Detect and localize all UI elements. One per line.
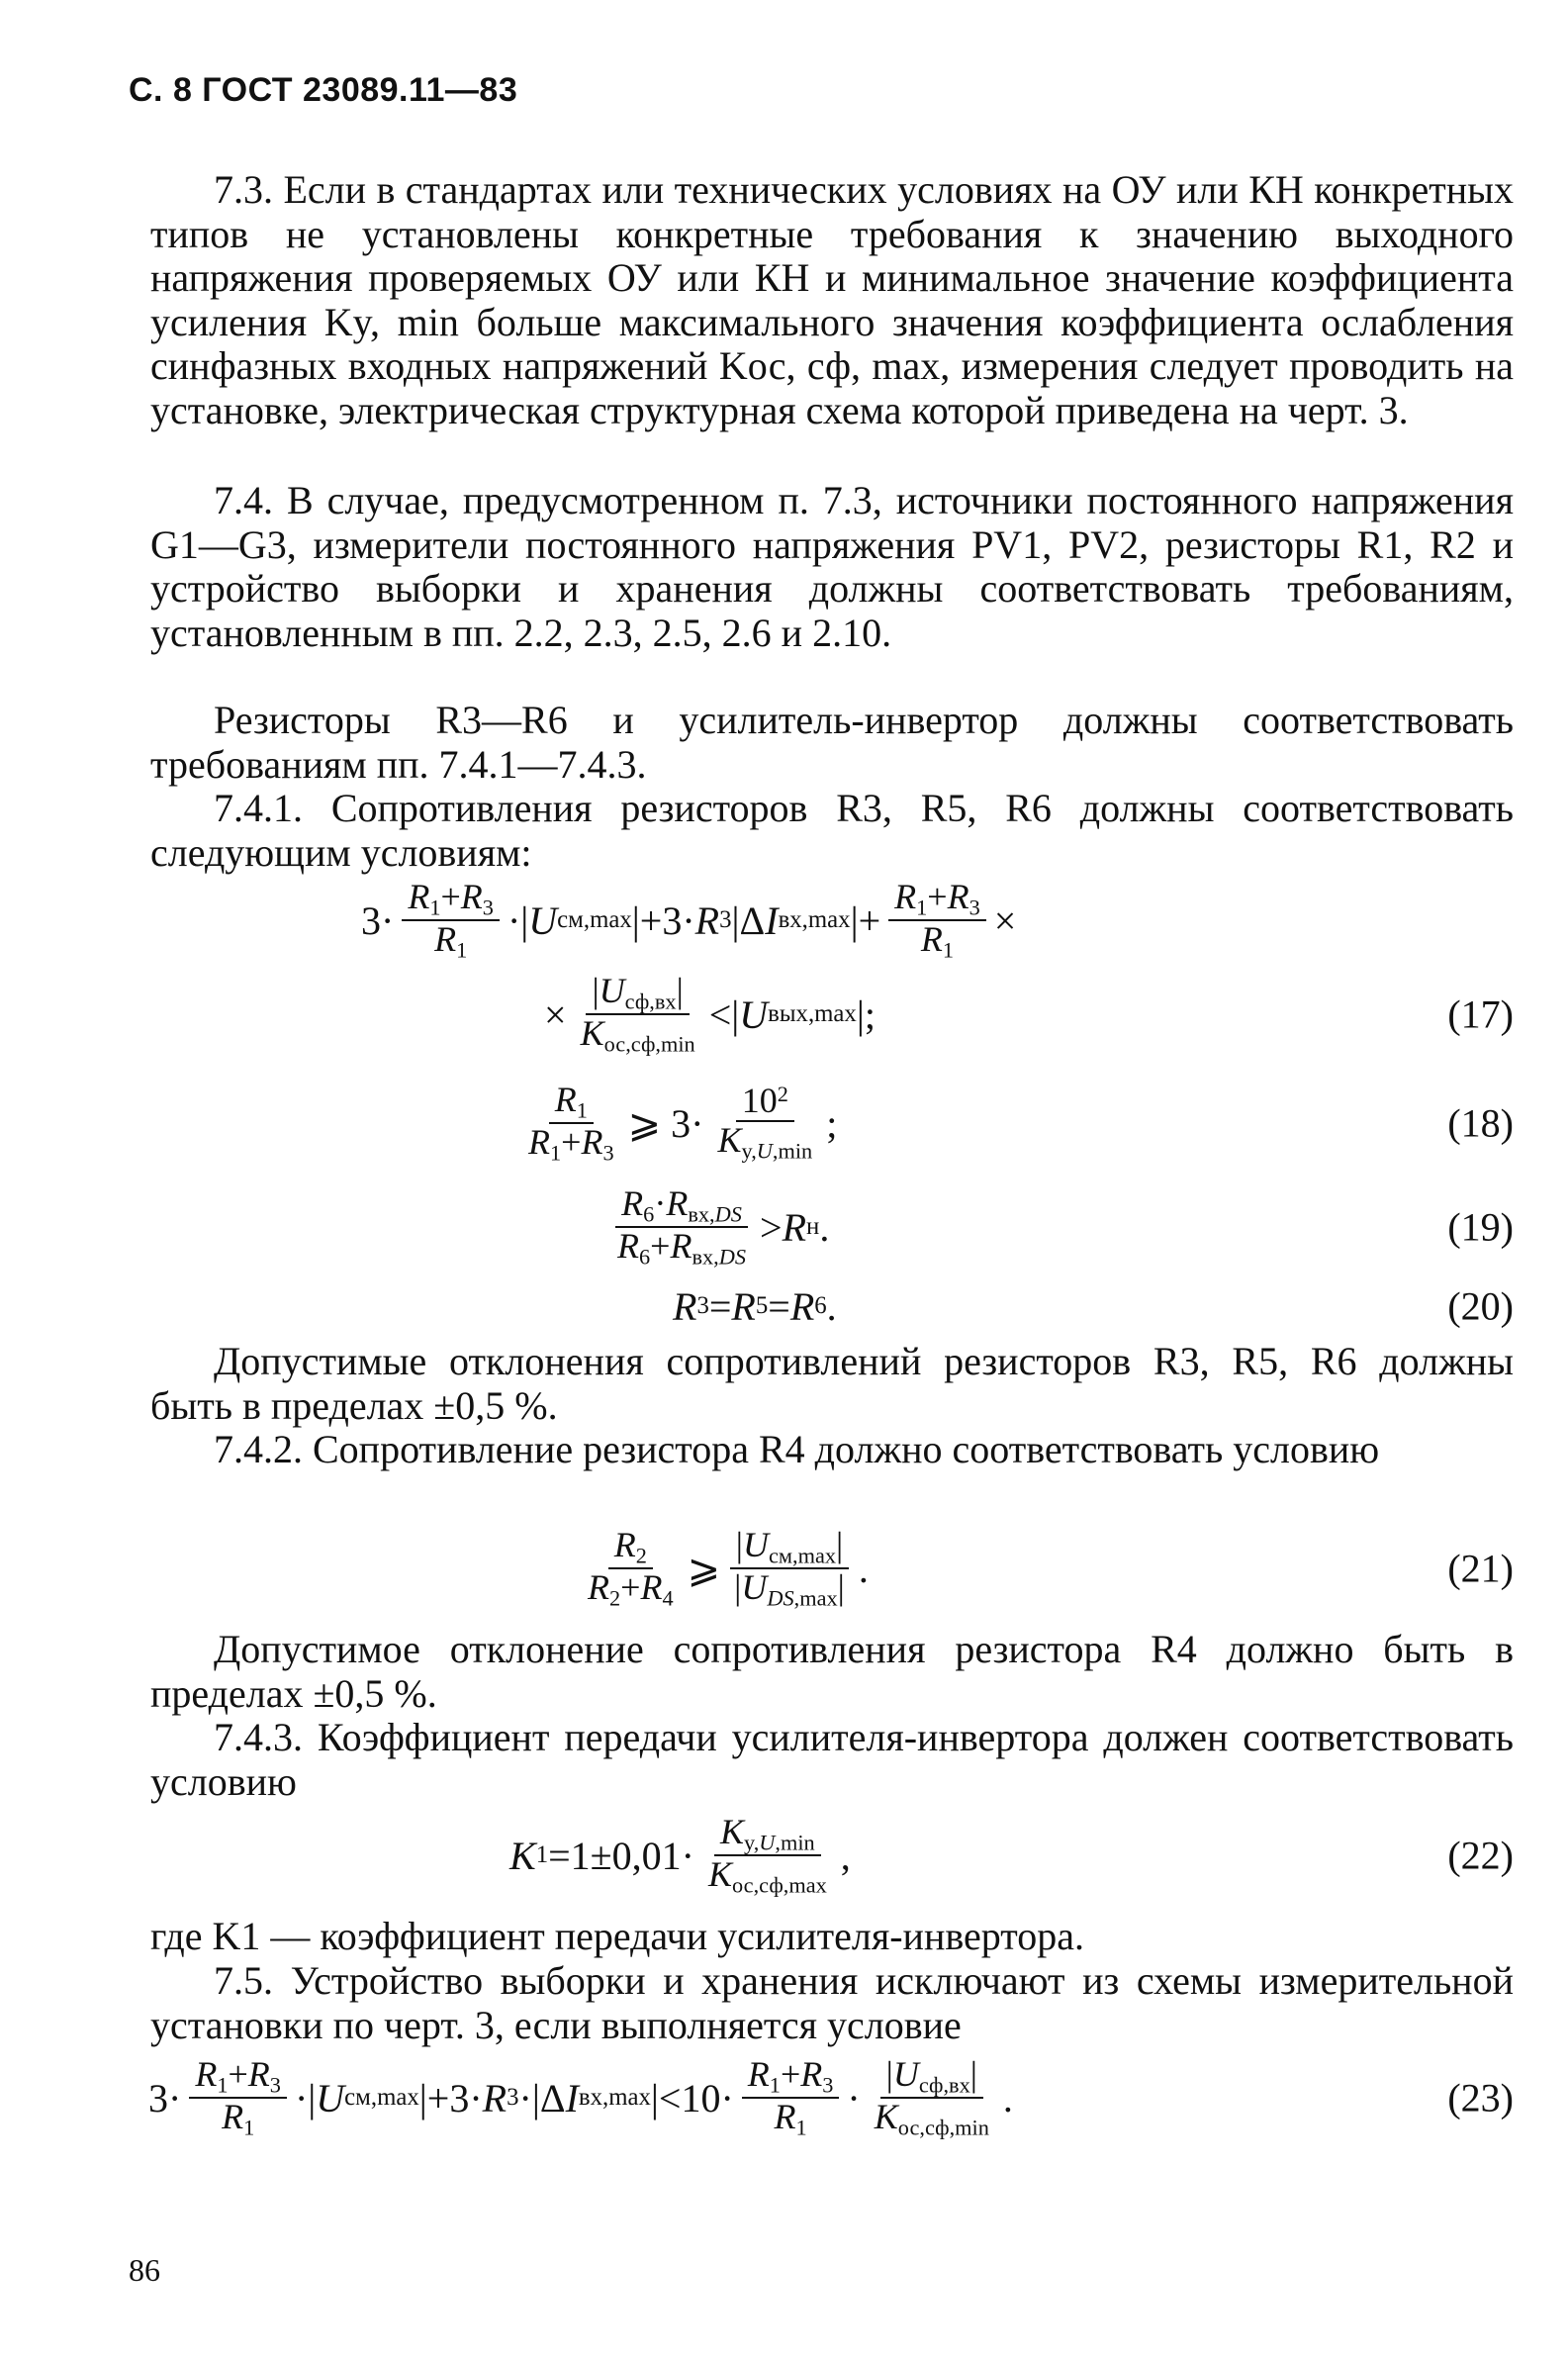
paragraph-7-4-1: 7.4.1. Сопротивления резисторов R3, R5, R6 должны соответствовать следующим условиям: <box>150 786 1514 875</box>
eq-number-17: (17) <box>1447 991 1514 1037</box>
definition-k1: где K1 — коэффициент передачи усилителя-инвертора. <box>150 1914 1084 1958</box>
formula-23: 3· $\frac{R_1+R_3}{R_1}$ ·| U см,max |+3· R 3 ·|Δ I вх,max |<10· $\frac{R_1+R_3}{R_1}$ · $\frac{|U_{сф,вх}|}{K_{ос,сф,min}}$ . (23) <box>148 2053 1514 2140</box>
paragraph-7-4-3: 7.4.3. Коэффициент передачи усилителя-инвертора должен соответствовать условию <box>150 1715 1514 1804</box>
eq-number-23: (23) <box>1447 2075 1514 2120</box>
paragraph-7-4: 7.4. В случае, предусмотренном п. 7.3, источники постоянного напряжения G1—G3, измерители постоянного напряжения PV1, PV2, резисторы R1, R2 и устройство выборки и хранения должны соответствовать требованиям, установленным в пп. 2.2, 2.3, 2.5, 2.6 и 2.10. <box>150 478 1514 655</box>
page-header: С. 8 ГОСТ 23089.11—83 <box>129 71 518 109</box>
formula-21: $\frac{R_2}{R_2+R_4}$ ⩾ $\frac{|U_{см,max}|}{|U_{DS,max}|}$ . (21) <box>588 1524 1514 1611</box>
paragraph-resistors: Резисторы R3—R6 и усилитель-инвертор должны соответствовать требованиям пп. 7.4.1—7.4.3. <box>150 698 1514 787</box>
paragraph-7-3: 7.3. Если в стандартах или технических условиях на ОУ или КН конкретных типов не установлены конкретные требования к значению выходного напряжения проверяемых ОУ или КН и минимальное значение коэффициента усиления Ky, min больше максимального значения коэффициента ослабления синфазных входных напряжений Kос, сф, max, измерения следует проводить на установке, электрическая структурная схема которой приведена на черт. 3. <box>150 167 1514 432</box>
formula-17-line2: × $\frac{|U_{сф,вх}|}{K_{ос,сф,min}}$ <| U вых,max |; (17) <box>544 970 1514 1057</box>
tolerance-r3-r5-r6: Допустимые отклонения сопротивлений резисторов R3, R5, R6 должны быть в пределах ±0,5 %. <box>150 1339 1514 1428</box>
eq-number-18: (18) <box>1447 1100 1514 1146</box>
formula-19: $\frac{R_6\cdot R_{вх,DS}}{R_6+R_{вх,DS}}$ > R н . (19) <box>617 1182 1514 1270</box>
paragraph-7-5: 7.5. Устройство выборки и хранения исключают из схемы измерительной установки по черт. 3, если выполняется условие <box>150 1958 1514 2047</box>
eq-number-20: (20) <box>1447 1283 1514 1329</box>
formula-18: $\frac{R_1}{R_1+R_3}$ ⩾ 3· $\frac{10^2}{K_{y,U,min}}$ ; (18) <box>528 1079 1514 1166</box>
eq-number-21: (21) <box>1447 1546 1514 1591</box>
tolerance-r4: Допустимое отклонение сопротивления резистора R4 должно быть в пределах ±0,5 %. <box>150 1627 1514 1716</box>
page-number: 86 <box>129 2252 160 2288</box>
formula-22: K 1 =1±0,01· $\frac{K_{y,U,min}}{K_{ос,сф,max}}$ , (22) <box>509 1811 1514 1898</box>
formula-17-line1: 3· $\frac{R_1+R_3}{R_1}$ ·| U см,max |+3· R 3 |Δ I вх,max |+ $\frac{R_1+R_3}{R_1}$ × <box>361 876 1017 963</box>
formula-20: R 3 = R 5 = R 6 . (20) <box>673 1283 1514 1329</box>
eq-number-22: (22) <box>1447 1833 1514 1878</box>
eq-number-19: (19) <box>1447 1204 1514 1250</box>
paragraph-7-4-2: 7.4.2. Сопротивление резистора R4 должно соответствовать условию <box>214 1427 1380 1471</box>
